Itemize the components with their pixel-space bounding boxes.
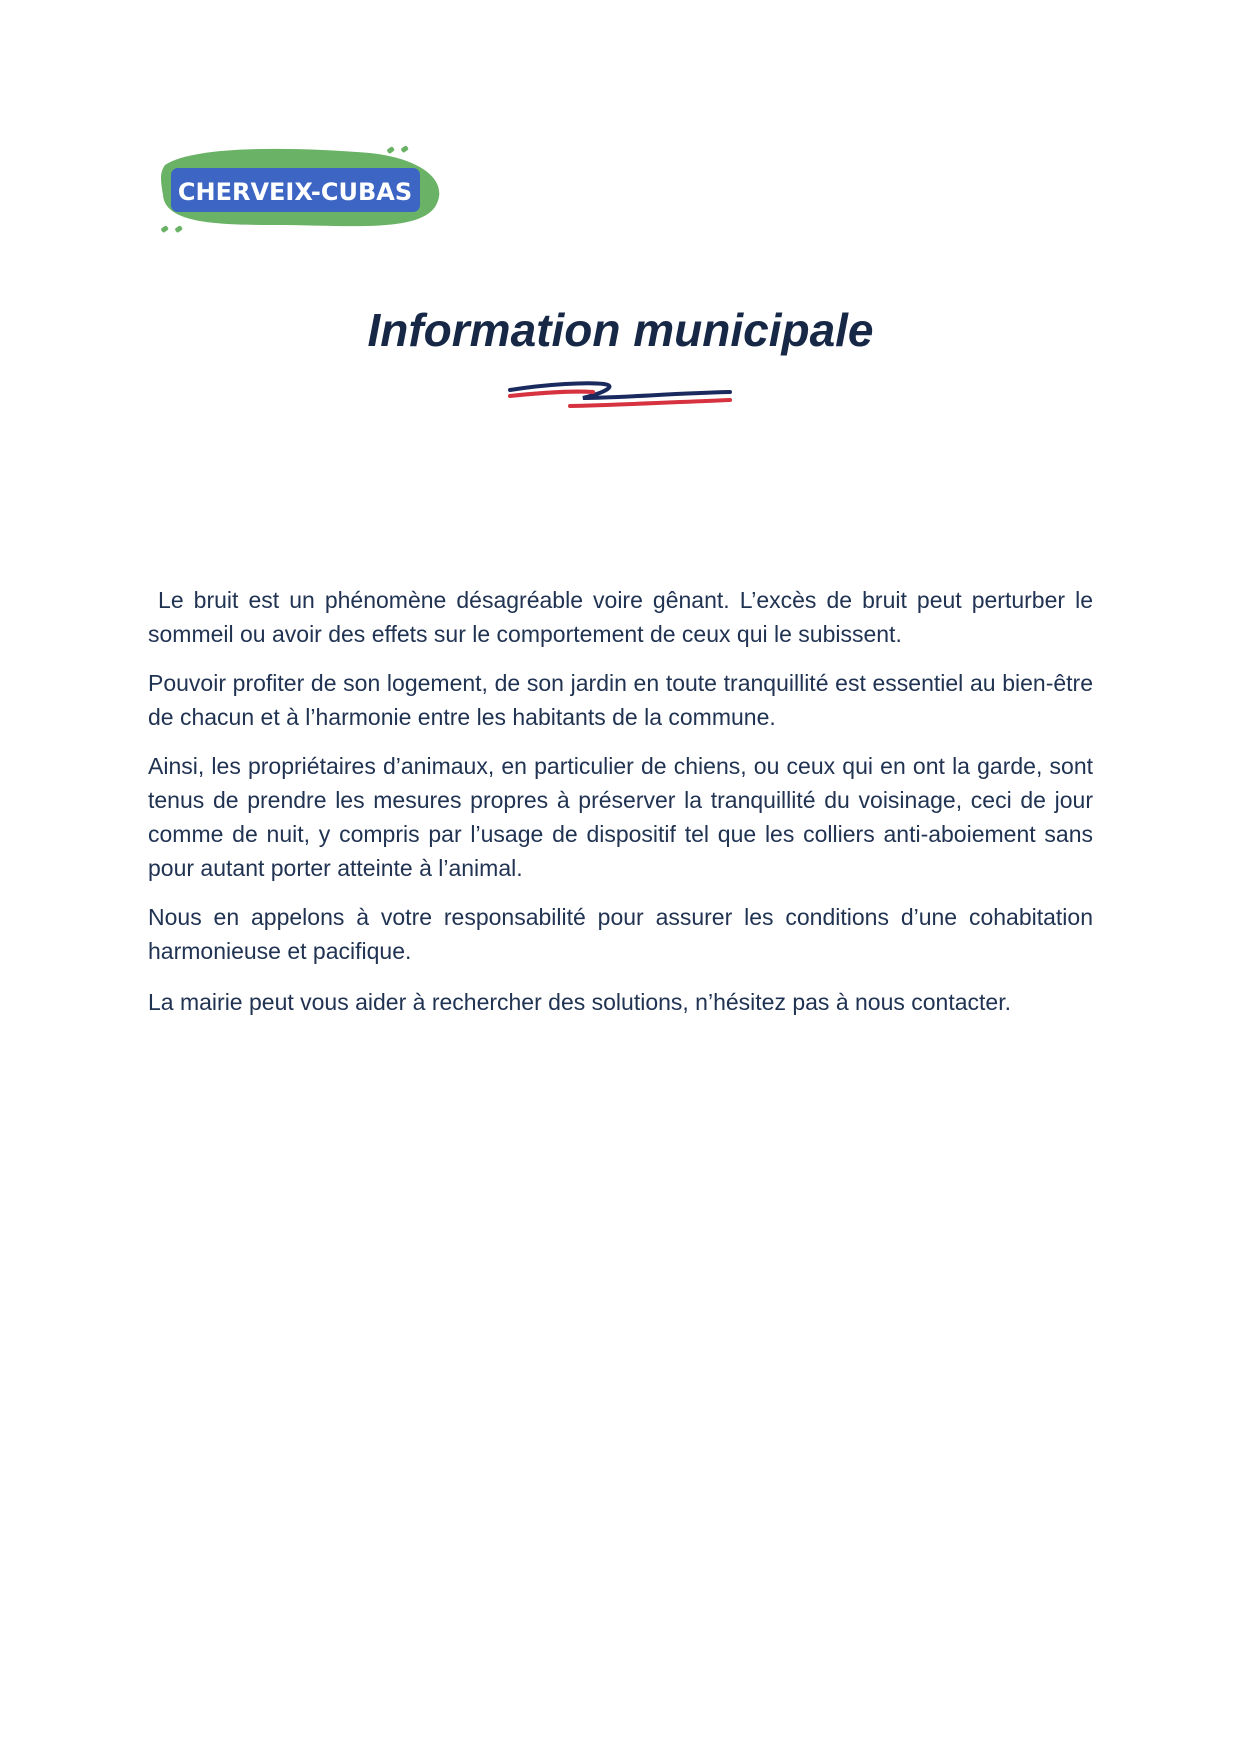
commune-logo-graphic [155, 145, 455, 235]
commune-logo [155, 145, 455, 235]
paragraph-contact: La mairie peut vous aider à rechercher des solutions, n’hésitez pas à nous contacter. [148, 989, 1011, 1015]
paragraph-tranquility: Pouvoir profiter de son logement, de son jardin en toute tranquillité est essentiel au bien-être de chacun et à l’harmonie entre les habitants de la commune. [148, 670, 1093, 730]
paragraph-noise: Le bruit est un phénomène désagréable voire gênant. L’excès de bruit peut perturber le sommeil ou avoir des effets sur le comportement de ceux qui le subissent. [148, 587, 1093, 647]
tricolor-ribbon-icon [508, 378, 733, 412]
notice-body [148, 583, 1093, 1034]
logo-text: CHERVEIX-CUBAS [177, 178, 413, 206]
page-title: Information municipale [367, 304, 874, 356]
paragraph-responsibility: Nous en appelons à votre responsabilité pour assurer les conditions d’une cohabitation harmonieuse et pacifique. [148, 904, 1093, 964]
paragraph-animal-owners: Ainsi, les propriétaires d’animaux, en particulier de chiens, ou ceux qui en ont la garde, sont tenus de prendre les mesures propres à préserver la tranquillité du voisinage, ceci de jour comme de nuit, y compris par l’usage de dispositif tel que les colliers anti-aboiement sans pour autant porter atteinte à l’animal. [148, 753, 1093, 881]
